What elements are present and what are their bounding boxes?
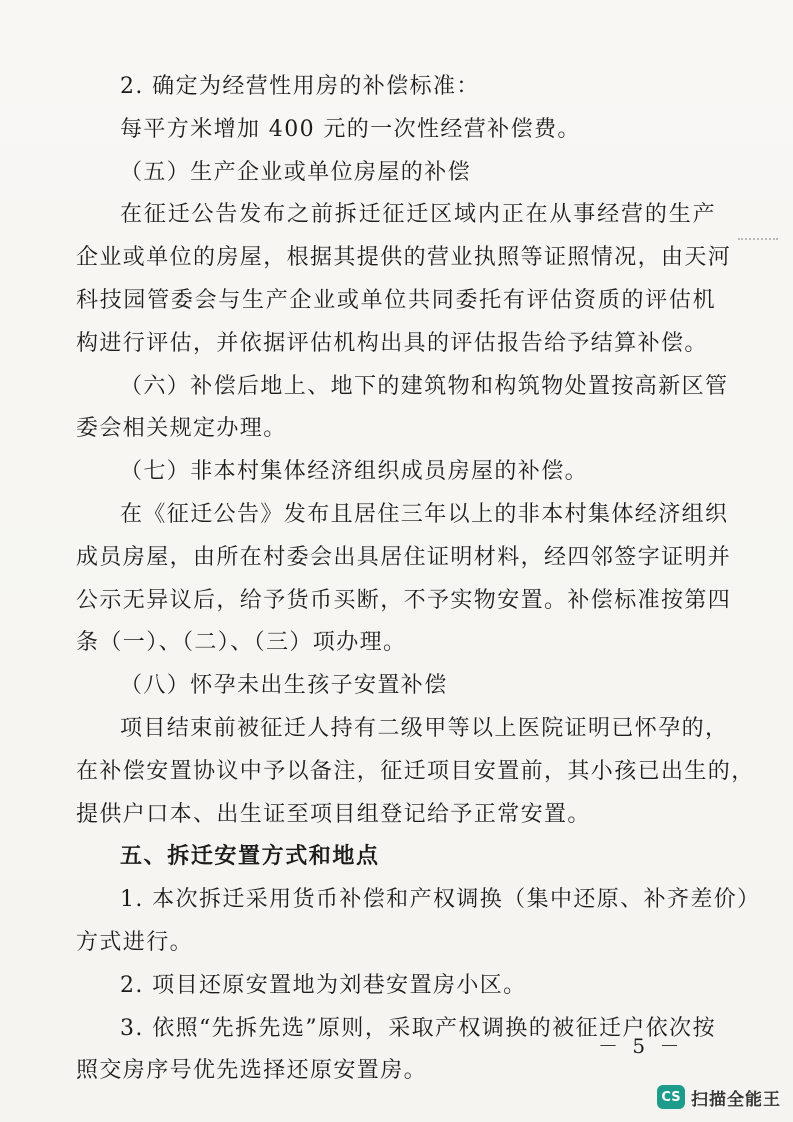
camscanner-logo-icon: CS [657,1085,685,1109]
chapter-heading: 五、拆迁安置方式和地点 [120,844,380,870]
paragraph-line: 成员房屋，由所在村委会出具居住证明材料，经四邻签字证明并 [76,544,732,570]
scan-artifact-mark [738,238,778,244]
paragraph-line: 条（一）、（二）、（三）项办理。 [76,630,407,656]
paragraph-line: 委会相关规定办理。 [76,416,287,442]
paragraph-line: 企业或单位的房屋，根据其提供的营业执照等证照情况，由天河 [76,245,732,271]
paragraph-line: 在征迁公告发布之前拆迁征迁区域内正在从事经营的生产 [120,202,716,228]
page-number: － 5 － [598,1034,684,1058]
paragraph-line: 1. 本次拆迁采用货币补偿和产权调换（集中还原、补齐差价） [120,887,761,913]
paragraph-line: 提供户口本、出生证至项目组登记给予正常安置。 [76,801,591,827]
paragraph-line: 2. 项目还原安置地为刘巷安置房小区。 [120,972,527,998]
section-heading: （五）生产企业或单位房屋的补偿 [120,159,472,185]
document-body [76,70,761,1097]
section-heading: （八）怀孕未出生孩子安置补偿 [120,673,448,699]
paragraph-line: 在《征迁公告》发布且居住三年以上的非本村集体经济组织 [120,501,729,527]
section-heading: （六）补偿后地上、地下的建筑物和构筑物处置按高新区管 [120,373,729,399]
paragraph-line: 公示无异议后，给予货币买断，不予实物安置。补偿标准按第四 [76,587,732,613]
watermark-app-name: 扫描全能王 [691,1089,781,1110]
paragraph-line: 项目结束前被征迁人持有二级甲等以上医院证明已怀孕的， [120,715,729,741]
paragraph-line: 照交房序号优先选择还原安置房。 [76,1058,428,1084]
section-heading: （七）非本村集体经济组织成员房屋的补偿。 [120,459,589,485]
paragraph-line: 方式进行。 [76,929,194,955]
paragraph-line: 3. 依照“先拆先选”原则，采取产权调换的被征迁户依次按 [120,1015,716,1041]
paragraph-line: 每平方米增加 400 元的一次性经营补偿费。 [120,116,581,142]
paragraph-line: 2. 确定为经营性用房的补偿标准： [120,74,480,99]
scanner-watermark [657,1082,781,1112]
paragraph-line: 在补偿安置协议中予以备注，征迁项目安置前，其小孩已出生的， [76,758,755,784]
paragraph-line: 构进行评估，并依据评估机构出具的评估报告给予结算补偿。 [76,330,708,356]
paragraph-line: 科技园管委会与生产企业或单位共同委托有评估资质的评估机 [76,287,716,313]
